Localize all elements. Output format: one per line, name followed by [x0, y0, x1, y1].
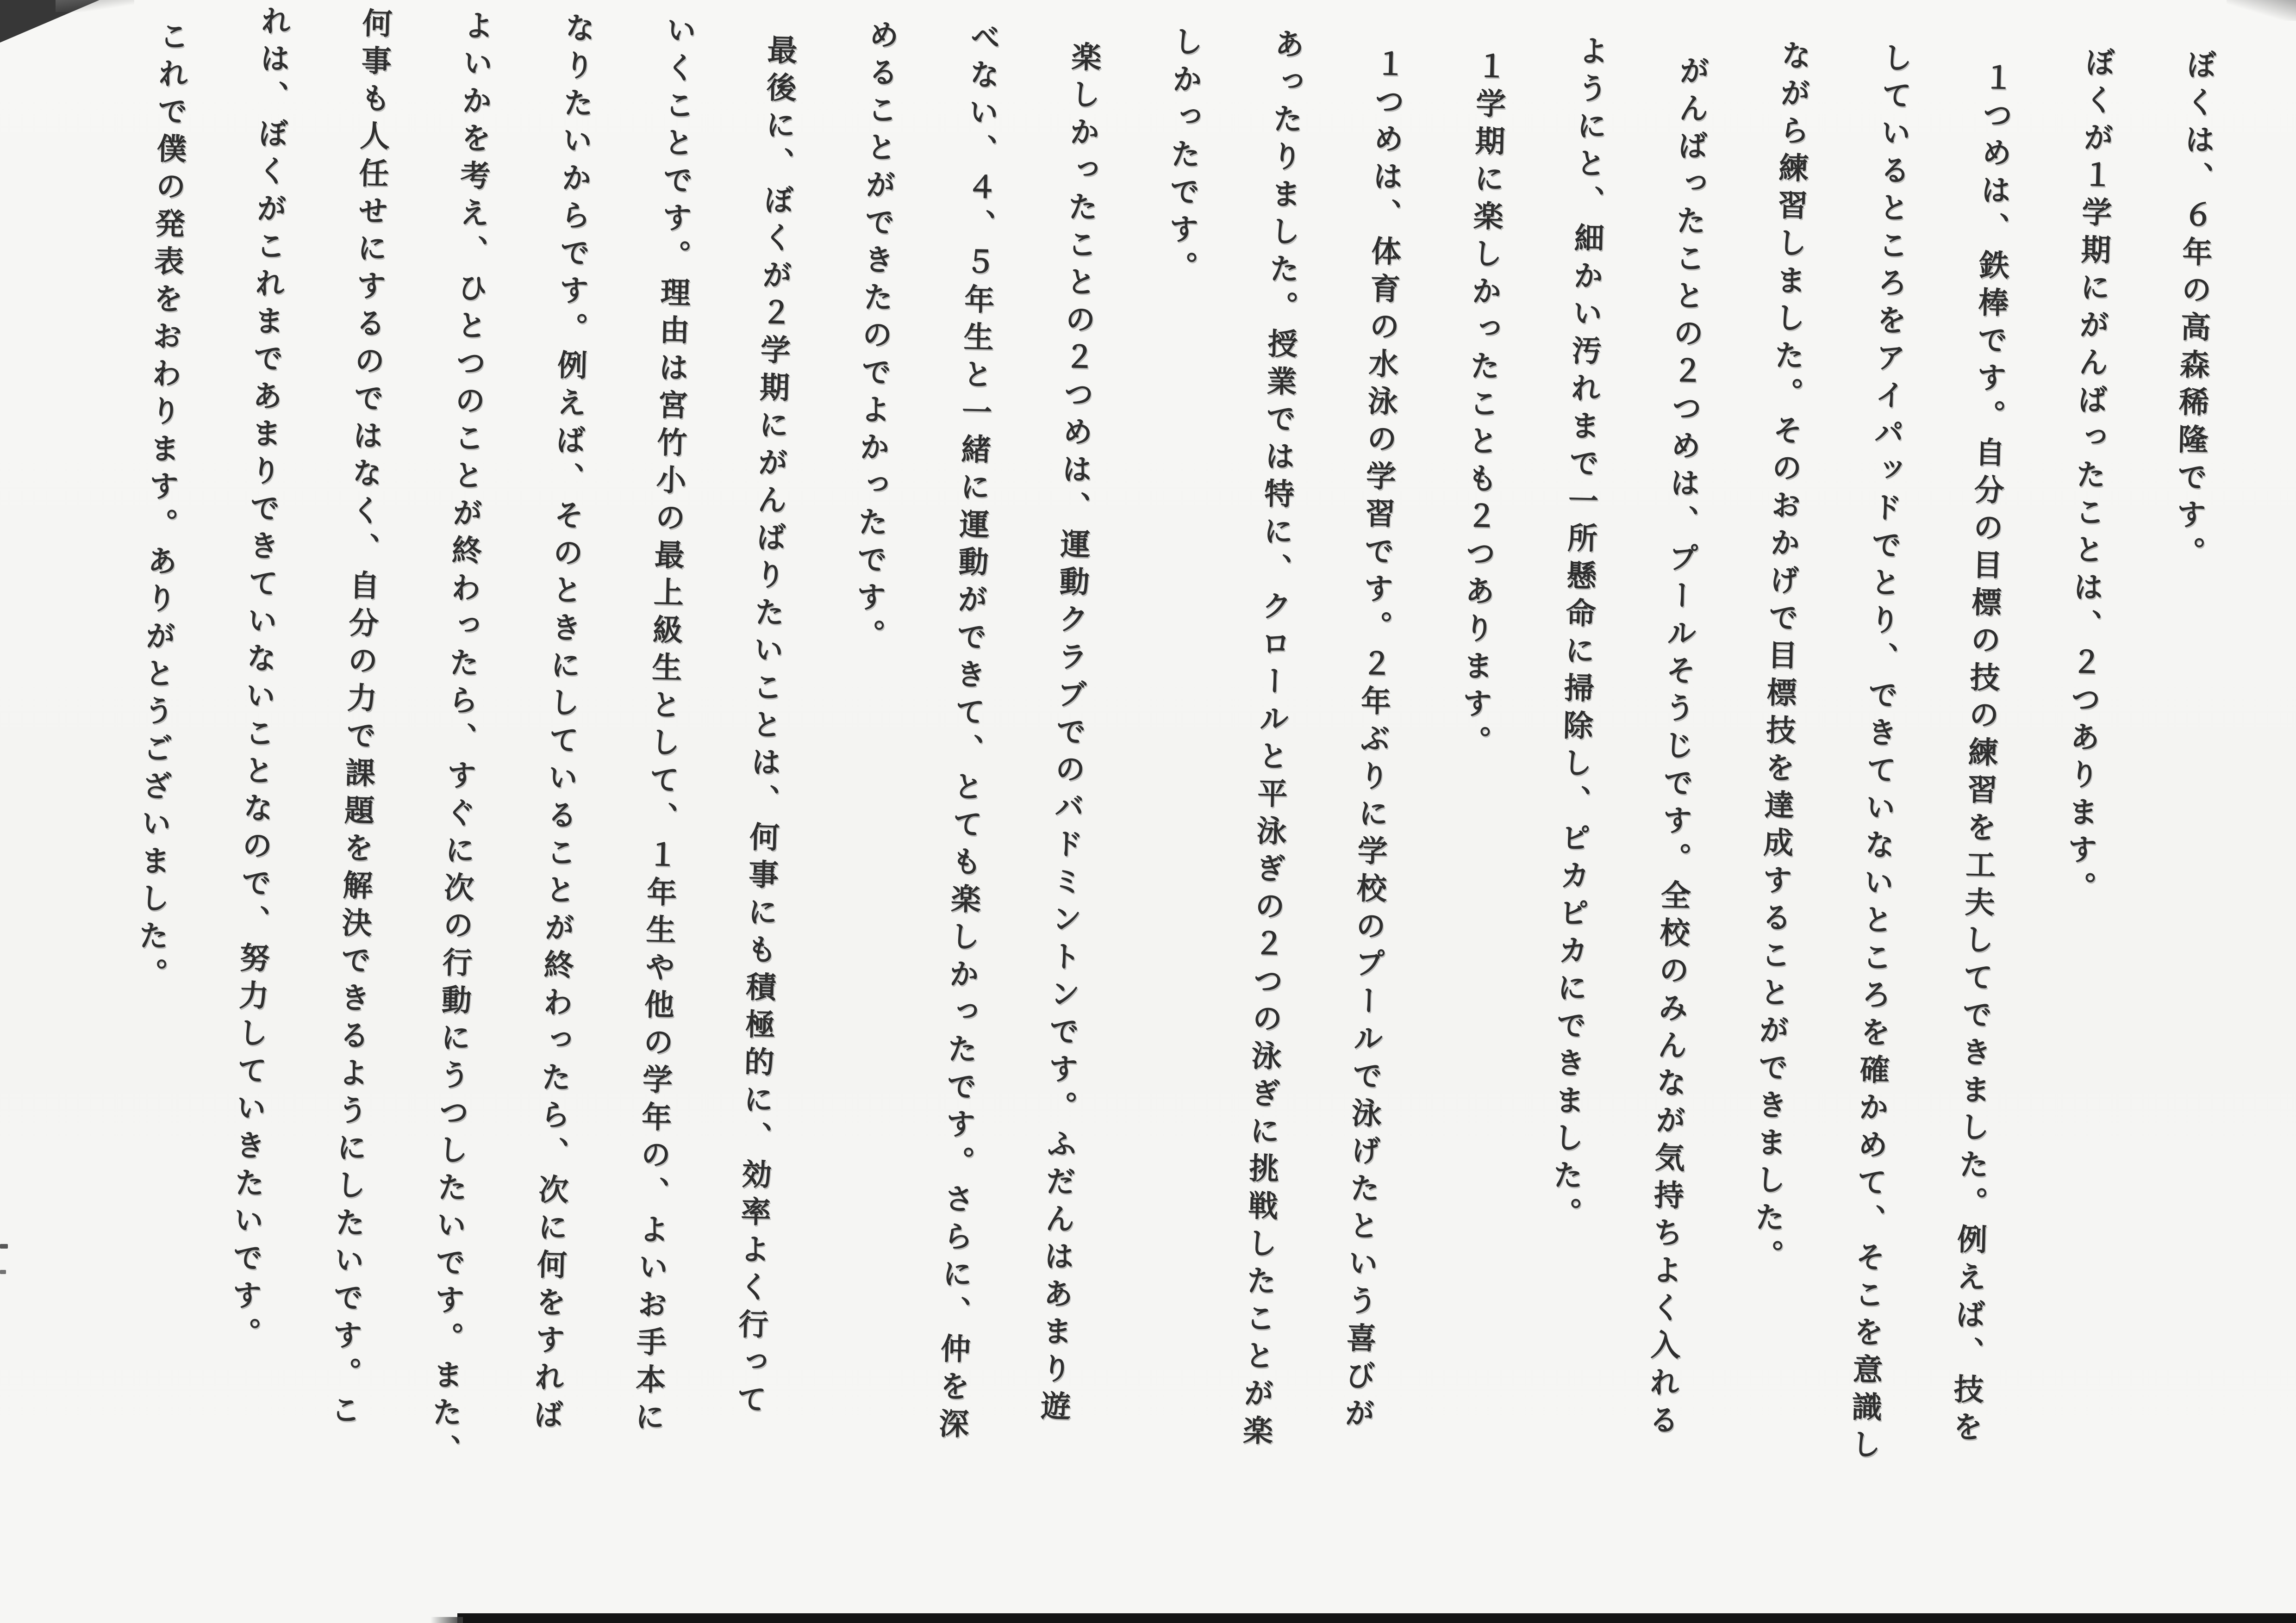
- scan-artifact-left-speck: [0, 1270, 6, 1274]
- text-column: これで僕の発表をおわります。ありがとうございました。: [132, 20, 189, 995]
- text-column: １学期に楽しかったことも２つあります。: [1455, 50, 1507, 763]
- text-column: １つめは、体育の水泳の学習です。２年ぶりに学校のプールで泳げたという喜びが: [1339, 47, 1405, 1435]
- scan-artifact-left-speck: [0, 1244, 8, 1249]
- text-column: 最後に、ぼくが２学期にがんばりたいことは、何事にも積極的に、効率よく行って: [730, 34, 797, 1422]
- text-column: ぼくが１学期にがんばったことは、２つあります。: [2060, 46, 2115, 909]
- scan-artifact-top-right-corner: [2227, 0, 2296, 21]
- text-column: しているところをアイパッドでとり、できていないところを確かめて、そこを意識し: [1845, 41, 1913, 1467]
- text-column: れは、ぼくがこれまであまりできていないことなので、努力していきたいです。: [225, 5, 291, 1355]
- text-column: 何事も人任せにするのではなく、自分の力で課題を解決できるようにしたいです。こ: [325, 7, 393, 1432]
- scan-artifact-bottom-strip: [457, 1613, 2296, 1623]
- text-column: 楽しかったことの２つめは、運動クラブでのバドミントンです。ふだんはあまり遊: [1035, 41, 1101, 1428]
- text-column: なりたいからです。例えば、そのときにしていることが終わったら、次に何をすれば: [528, 12, 595, 1437]
- text-column: ぼくは、６年の高森稀隆です。: [2170, 48, 2217, 574]
- text-column: がんばったことの２つめは、プールそうじです。全校のみんなが気持ちよく入れる: [1643, 54, 1710, 1442]
- text-column: ながら練習しました。そのおかげで目標技を達成することができました。: [1748, 39, 1811, 1277]
- text-column: しかったです。: [1162, 25, 1203, 289]
- scan-artifact-bottom-strip-fade: [430, 1617, 463, 1623]
- text-column: いくことです。理由は宮竹小の最上級生として、１年生や他の学年の、よいお手本に: [629, 14, 696, 1439]
- text-column: ようにと、細かい汚れまで一所懸命に掃除し、ピカピカにできました。: [1546, 34, 1609, 1235]
- text-column: あったりました。授業では特に、クロールと平泳ぎの２つの泳ぎに挑戦したことが楽: [1237, 27, 1304, 1453]
- text-column: １つめは、鉄棒です。自分の目標の技の練習を工夫してできました。例えば、技を: [1947, 61, 2014, 1449]
- manuscript-text: [87, 2, 2250, 1524]
- text-column: べない、４、５年生と一緒に運動ができて、とても楽しかったです。さらに、仲を深: [933, 21, 1000, 1446]
- text-column: めることができたのでよかったです。: [849, 19, 899, 657]
- text-column: よいかを考え、ひとつのことが終わったら、すぐに次の行動にうつしたいです。また、: [425, 9, 493, 1472]
